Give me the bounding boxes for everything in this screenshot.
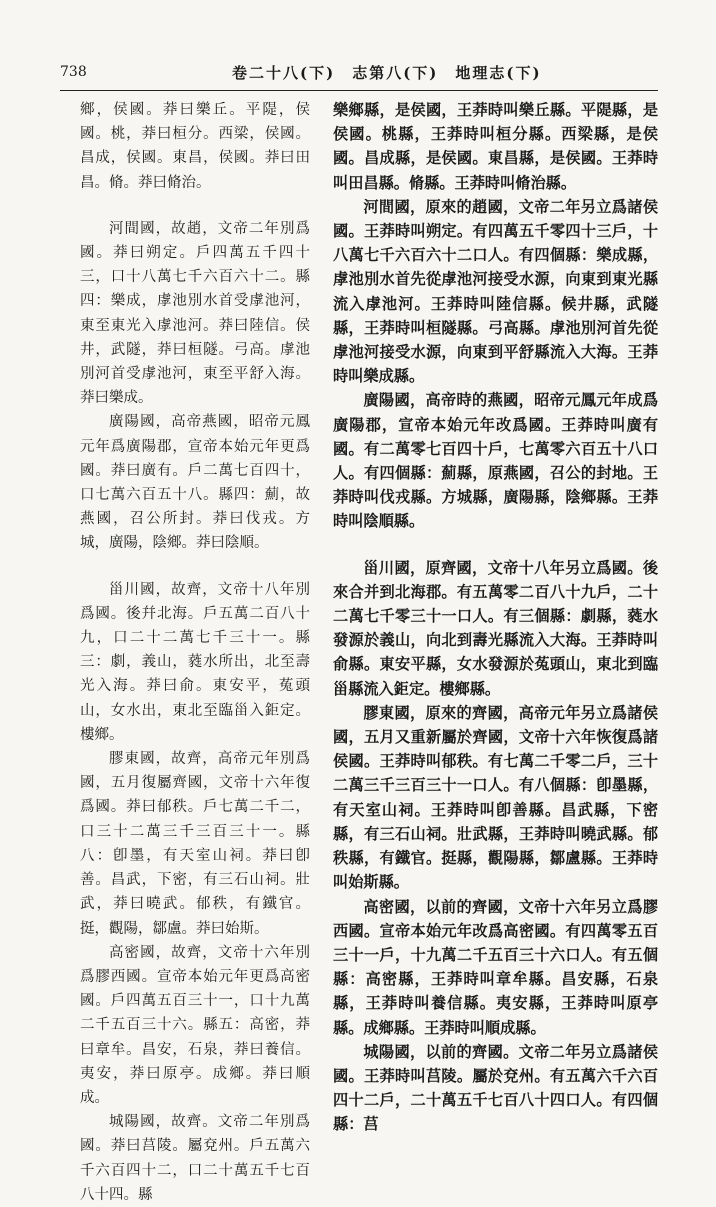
- classical-paragraph: 甾川國，故齊，文帝十八年別爲國。後幷北海。戶五萬二百八十九，口二十二萬七千三十一。縣三：劇，義山，蕤水所出，北至壽光入海。莽曰俞。東安平，菟頭山，女水出，東北至臨甾入鉅定。樓鄉。: [80, 581, 310, 743]
- classical-text-column: [80, 98, 310, 1207]
- classical-paragraph: 高密國，故齊，文帝十六年別爲膠西國。宣帝本始元年更爲高密國。戶四萬五百三十一，口十九萬二千五百三十六。縣五：高密，莽曰章牟。昌安，石泉，莽曰養信。夷安，莽曰原亭。成鄉。莽曰順成。: [80, 944, 310, 1106]
- running-title: 卷二十八(下) 志第八(下) 地理志(下): [232, 64, 542, 82]
- page-header: [0, 58, 716, 86]
- translation-paragraph: 膠東國，原來的齊國，高帝元年另立爲諸侯國，五月又重新屬於齊國，文帝十六年恢復爲諸侯國。王莽時叫郁秩。有七萬二千零二戶，三十二萬三千三百三十一口人。有八個縣：卽墨縣，有天室山祠。王莽時叫卽善縣。昌武縣，下密縣，有三石山祠。壯武縣，王莽時叫曉武縣。郁秩縣，有鐵官。挺縣，觀陽縣，鄒盧縣。王莽時叫始斯縣。: [333, 703, 658, 892]
- classical-paragraph: 膠東國，故齊，高帝元年別爲國，五月復屬齊國，文帝十六年復爲國。莽曰郁秩。戶七萬二千二，口三十二萬三千三百三十一。縣八：卽墨，有天室山祠。莽曰卽善。昌武，下密，有三石山祠。壯武，莽曰曉武。郁秩，有鐵官。挺，觀陽，鄒盧。莽曰始斯。: [80, 751, 310, 937]
- classical-paragraph: 鄉，侯國。莽曰樂丘。平隄，侯國。桃，莽曰桓分。西梁，侯國。昌成，侯國。東昌，侯國。莽曰田昌。脩。莽曰脩治。: [80, 102, 310, 191]
- translation-paragraph: 甾川國，原齊國，文帝十八年另立爲國。後來合并到北海郡。有五萬零二百八十九戶，二十二萬七千零三十一口人。有三個縣：劇縣，蕤水發源於義山，向北到壽光縣流入大海。王莽時叫俞縣。東安平縣，女水發源於菟頭山，東北到臨甾縣流入鉅定。樓鄉縣。: [333, 558, 658, 698]
- page-number: 738: [60, 64, 87, 80]
- translation-paragraph: 城陽國，以前的齊國。文帝二年另立爲諸侯國。王莽時叫莒陵。屬於兗州。有五萬六千六百四十二戶，二十萬五千七百八十四口人。有四個縣：莒: [333, 1042, 658, 1134]
- translation-text-column: [333, 98, 658, 1137]
- classical-paragraph: 河間國，故趙，文帝二年別爲國。莽曰朔定。戶四萬五千四十三，口十八萬七千六百六十二。縣四：樂成，虖池別水首受虖池河，東至東光入虖池河。莽曰陸信。侯井，武隧，莽曰桓隧。弓高。虖池別河首受虖池河，東至平舒入海。莽曰樂成。: [80, 220, 310, 407]
- translation-paragraph: 樂鄉縣，是侯國，王莽時叫樂丘縣。平隄縣，是侯國。桃縣，王莽時叫桓分縣。西梁縣，是侯國。昌成縣，是侯國。東昌縣，是侯國。王莽時叫田昌縣。脩縣。王莽時叫脩治縣。: [333, 101, 658, 192]
- translation-paragraph: 河間國，原來的趙國，文帝二年另立爲諸侯國。王莽時叫朔定。有四萬五千零四十三戶，十八萬七千六百六十二口人。有四個縣：樂成縣，虖池別水首先從虖池河接受水源，向東到東光縣流入虖池河。王莽時叫陸信縣。候井縣，武隧縣，王莽時叫桓隧縣。弓高縣。虖池別河首先從虖池河接受水源，向東到平舒縣流入大海。王莽時叫樂成縣。: [333, 197, 658, 386]
- translation-paragraph: 廣陽國，高帝時的燕國，昭帝元鳳元年成爲廣陽郡，宣帝本始元年改爲國。王莽時叫廣有國。有二萬零七百四十戶，七萬零六百五十八口人。有四個縣：薊縣，原燕國，召公的封地。王莽時叫伐戎縣。方城縣，廣陽縣，陰鄉縣。王莽時叫陰順縣。: [333, 391, 658, 531]
- classical-paragraph: 廣陽國，高帝燕國，昭帝元鳳元年爲廣陽郡，宣帝本始元年更爲國。莽曰廣有。戶二萬七百四十，口七萬六百五十八。縣四：薊，故燕國，召公所封。莽曰伐戎。方城，廣陽，陰鄉。莽曰陰順。: [80, 414, 310, 552]
- translation-paragraph: 高密國，以前的齊國，文帝十六年另立爲膠西國。宣帝本始元年改爲高密國。有四萬零五百三十一戶，十九萬二千五百三十六口人。有五個縣：高密縣，王莽時叫章牟縣。昌安縣，石泉縣，王莽時叫養信縣。夷安縣，王莽時叫原亭縣。成鄉縣。王莽時叫順成縣。: [333, 897, 658, 1037]
- header-rule: [60, 90, 658, 91]
- classical-paragraph: 城陽國，故齊。文帝二年別爲國。莽曰莒陵。屬兗州。戶五萬六千六百四十二，口二十萬五千七百八十四。縣: [80, 1114, 310, 1203]
